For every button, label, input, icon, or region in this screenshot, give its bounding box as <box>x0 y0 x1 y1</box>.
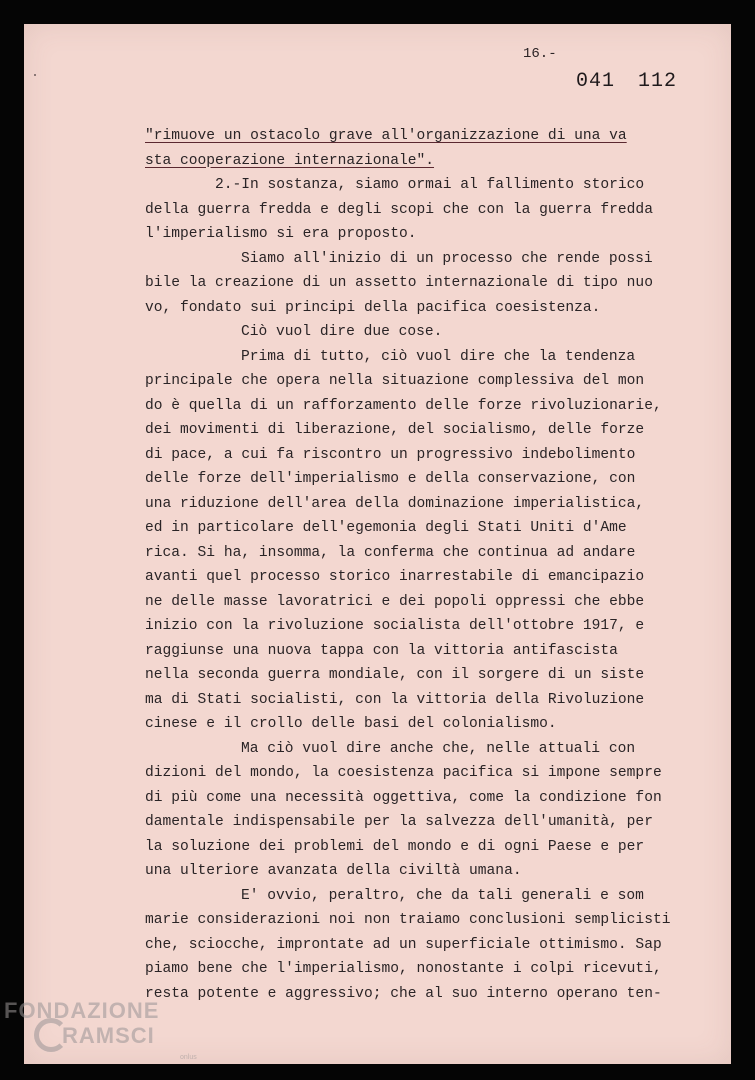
text-line: principale che opera nella situazione complessiva del mon <box>145 373 645 389</box>
text-line: 2.-In sostanza, siamo ormai al fallimento storico <box>215 177 645 193</box>
text-line: resta potente e aggressivo; che al suo interno operano ten- <box>145 985 662 1002</box>
text-line: nella seconda guerra mondiale, con il sorgere di un siste <box>145 667 645 683</box>
text-line: Ciò vuol dire due cose. <box>241 324 443 340</box>
text-line: sta cooperazione internazionale". <box>145 152 435 169</box>
text-line: una ulteriore avanzata della civiltà umana. <box>145 863 522 879</box>
text-line: Ma ciò vuol dire anche che, nelle attuali con <box>241 740 636 757</box>
text-line: piamo bene che l'imperialismo, nonostante i colpi ricevuti, <box>145 961 662 977</box>
text-line: una riduzione dell'area della dominazione imperialistica, <box>145 495 645 512</box>
text-line: di pace, a cui fa riscontro un progressivo indebolimento <box>145 446 636 463</box>
text-line: bile la creazione di un assetto internazionale di tipo nuo <box>145 275 653 291</box>
text-line: della guerra fredda e degli scopi che con la guerra fredda <box>145 201 653 218</box>
text-line: dizioni del mondo, la coesistenza pacifica si impone sempre <box>145 765 662 781</box>
text-line: l'imperialismo si era proposto. <box>145 226 417 242</box>
text-line: marie considerazioni noi non traiamo conclusioni semplicisti <box>145 912 671 928</box>
text-line: avanti quel processo storico inarrestabile di emancipazio <box>145 569 645 585</box>
text-line: damentale indispensabile per la salvezza dell'umanità, per <box>145 814 653 830</box>
typed-text-body <box>145 124 705 1006</box>
text-line: cinese e il crollo delle basi del colonialismo. <box>145 716 557 732</box>
text-line: la soluzione dei problemi del mondo e di ogni Paese e per <box>145 838 645 855</box>
text-line: ed in particolare dell'egemonia degli Stati Uniti d'Ame <box>145 520 627 536</box>
text-line: delle forze dell'imperialismo e della conservazione, con <box>145 471 636 487</box>
text-line: ne delle masse lavoratrici e dei popoli oppressi che ebbe <box>145 593 645 610</box>
text-line: do è quella di un rafforzamento delle forze rivoluzionarie, <box>145 397 662 414</box>
archive-number: 041 112 <box>576 70 678 93</box>
watermark-suffix: onlus <box>180 1054 197 1061</box>
text-line: E' ovvio, peraltro, che da tali generali e som <box>241 887 644 904</box>
watermark-line2: RAMSCI <box>62 1023 155 1048</box>
text-line: inizio con la rivoluzione socialista dell'ottobre 1917, e <box>145 618 645 634</box>
text-line: Prima di tutto, ciò vuol dire che la tendenza <box>241 348 636 365</box>
paper-speck <box>34 74 36 76</box>
fondazione-gramsci-watermark <box>4 996 197 1076</box>
text-line: "rimuove un ostacolo grave all'organizzazione di una va <box>145 128 627 144</box>
text-line: di più come una necessità oggettiva, come la condizione fon <box>145 789 662 806</box>
page-number-note: 16.- <box>523 46 557 62</box>
text-line: Siamo all'inizio di un processo che rende possi <box>241 250 653 267</box>
text-line: che, sciocche, improntate ad un superficiale ottimismo. Sap <box>145 936 662 953</box>
text-line: rica. Si ha, insomma, la conferma che continua ad andare <box>145 544 636 561</box>
text-line: raggiunse una nuova tappa con la vittoria antifascista <box>145 642 618 659</box>
text-line: vo, fondato sui principi della pacifica coesistenza. <box>145 299 601 316</box>
text-line: ma di Stati socialisti, con la vittoria della Rivoluzione <box>145 691 645 708</box>
text-line: dei movimenti di liberazione, del socialismo, delle forze <box>145 422 645 438</box>
watermark-line1: FONDAZIONE <box>4 998 160 1023</box>
